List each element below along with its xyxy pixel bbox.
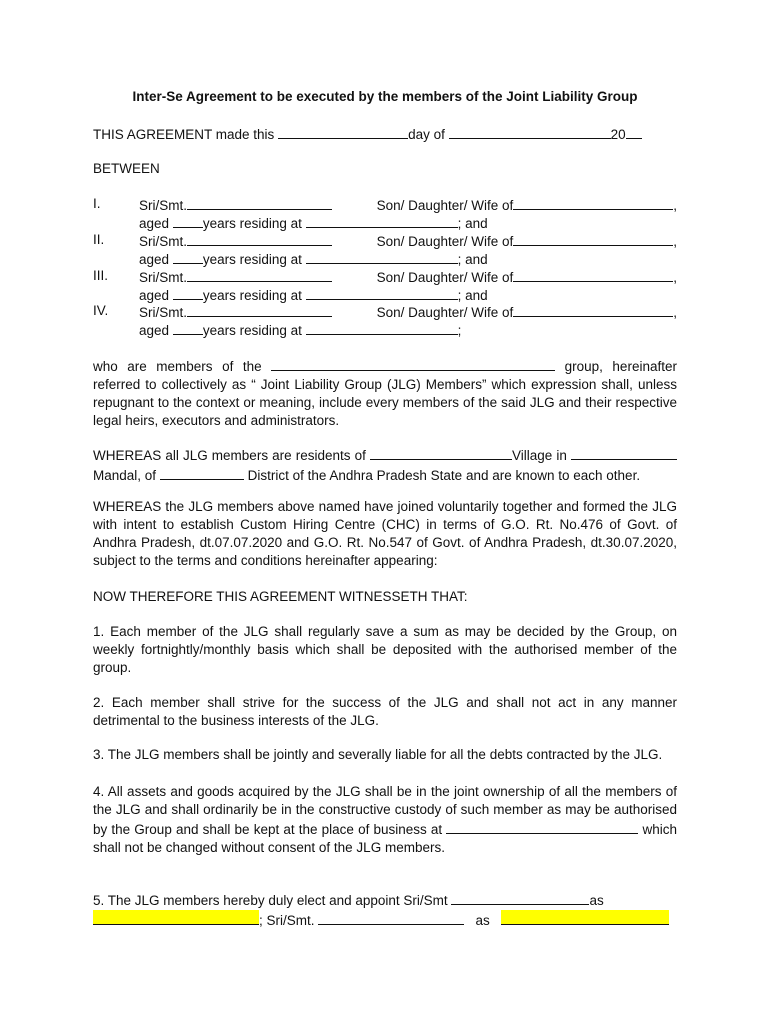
party-age-row: aged years residing at ; and	[93, 285, 677, 303]
district-blank[interactable]	[160, 465, 244, 480]
day-blank[interactable]	[278, 124, 408, 139]
residence-blank[interactable]	[306, 320, 458, 335]
whereas-residents-paragraph: WHEREAS all JLG members are residents of Village in Mandal, of District of the Andhra Pradesh State and are known to each other.	[93, 445, 677, 485]
role-2-blank[interactable]	[501, 910, 669, 925]
party-name-blank[interactable]	[187, 302, 332, 317]
mandal-blank[interactable]	[571, 445, 677, 460]
party-row: I. Sri/Smt. Son/ Daughter/ Wife of ,	[93, 196, 677, 213]
party-parent-blank[interactable]	[513, 267, 673, 282]
village-blank[interactable]	[370, 445, 512, 460]
members-paragraph: who are members of the group, hereinafter referred to collectively as “ Joint Liability Group (JLG) Members” which expression shall, unless repugnant to the context or meaning, include every members of the said JLG and their respective legal heirs, executors and administrators.	[93, 356, 677, 430]
appointee-1-blank[interactable]	[451, 890, 589, 905]
role-1-blank[interactable]	[93, 910, 259, 925]
party-parent-blank[interactable]	[513, 231, 673, 246]
residence-blank[interactable]	[306, 213, 458, 228]
party-name-blank[interactable]	[187, 195, 332, 210]
party-name-blank[interactable]	[187, 231, 332, 246]
party-parent-blank[interactable]	[513, 302, 673, 317]
age-blank[interactable]	[173, 285, 203, 300]
party-age-row: aged years residing at ;	[93, 320, 677, 338]
residence-blank[interactable]	[306, 285, 458, 300]
clause-3: 3. The JLG members shall be jointly and severally liable for all the debts contracted by the JLG.	[93, 747, 663, 762]
age-blank[interactable]	[173, 320, 203, 335]
party-age-row: aged years residing at ; and	[93, 213, 677, 231]
age-blank[interactable]	[173, 213, 203, 228]
year-blank[interactable]	[626, 124, 642, 139]
clause-5: 5. The JLG members hereby duly elect and appoint Sri/Smt as ; Sri/Smt. as	[93, 890, 677, 930]
month-blank[interactable]	[449, 124, 611, 139]
document-title: Inter-Se Agreement to be executed by the members of the Joint Liability Group	[132, 89, 638, 104]
party-row: IV. Sri/Smt. Son/ Daughter/ Wife of ,	[93, 303, 677, 320]
age-blank[interactable]	[173, 249, 203, 264]
party-row: III. Sri/Smt. Son/ Daughter/ Wife of ,	[93, 268, 677, 285]
between-heading: BETWEEN	[93, 161, 160, 176]
clause-1: 1. Each member of the JLG shall regularly save a sum as may be decided by the Group, on weekly fortnightly/monthly basis which shall be deposited with the authorised member of the group.	[93, 624, 677, 675]
appointee-2-blank[interactable]	[318, 910, 464, 925]
residence-blank[interactable]	[306, 249, 458, 264]
witnesseth-heading: NOW THEREFORE THIS AGREEMENT WITNESSETH THAT:	[93, 589, 468, 604]
whereas-formation-paragraph: WHEREAS the JLG members above named have joined voluntarily together and formed the JLG with intent to establish Custom Hiring Centre (CHC) in terms of G.O. Rt. No.476 of Govt. of Andhra Pradesh, dt.07.07.2020 and G.O. Rt. No.547 of Govt. of Andhra Pradesh, dt.30.07.2020, subject to the terms and conditions hereinafter appearing:	[93, 499, 677, 568]
party-name-blank[interactable]	[187, 267, 332, 282]
party-parent-blank[interactable]	[513, 195, 673, 210]
group-name-blank[interactable]	[271, 356, 555, 371]
agreement-date-line: THIS AGREEMENT made this day of 20	[93, 124, 642, 144]
party-age-row: aged years residing at ; and	[93, 249, 677, 267]
place-of-business-blank[interactable]	[446, 819, 638, 834]
party-row: II. Sri/Smt. Son/ Daughter/ Wife of ,	[93, 232, 677, 249]
clause-4: 4. All assets and goods acquired by the JLG shall be in the joint ownership of all the members of the JLG and shall ordinarily be in the constructive custody of such member as may be authorised by the Group and shall be kept at the place of business at which shall not be changed without consent of the JLG members.	[93, 784, 677, 855]
clause-2: 2. Each member shall strive for the success of the JLG and shall not act in any manner detrimental to the business interests of the JLG.	[93, 695, 677, 728]
